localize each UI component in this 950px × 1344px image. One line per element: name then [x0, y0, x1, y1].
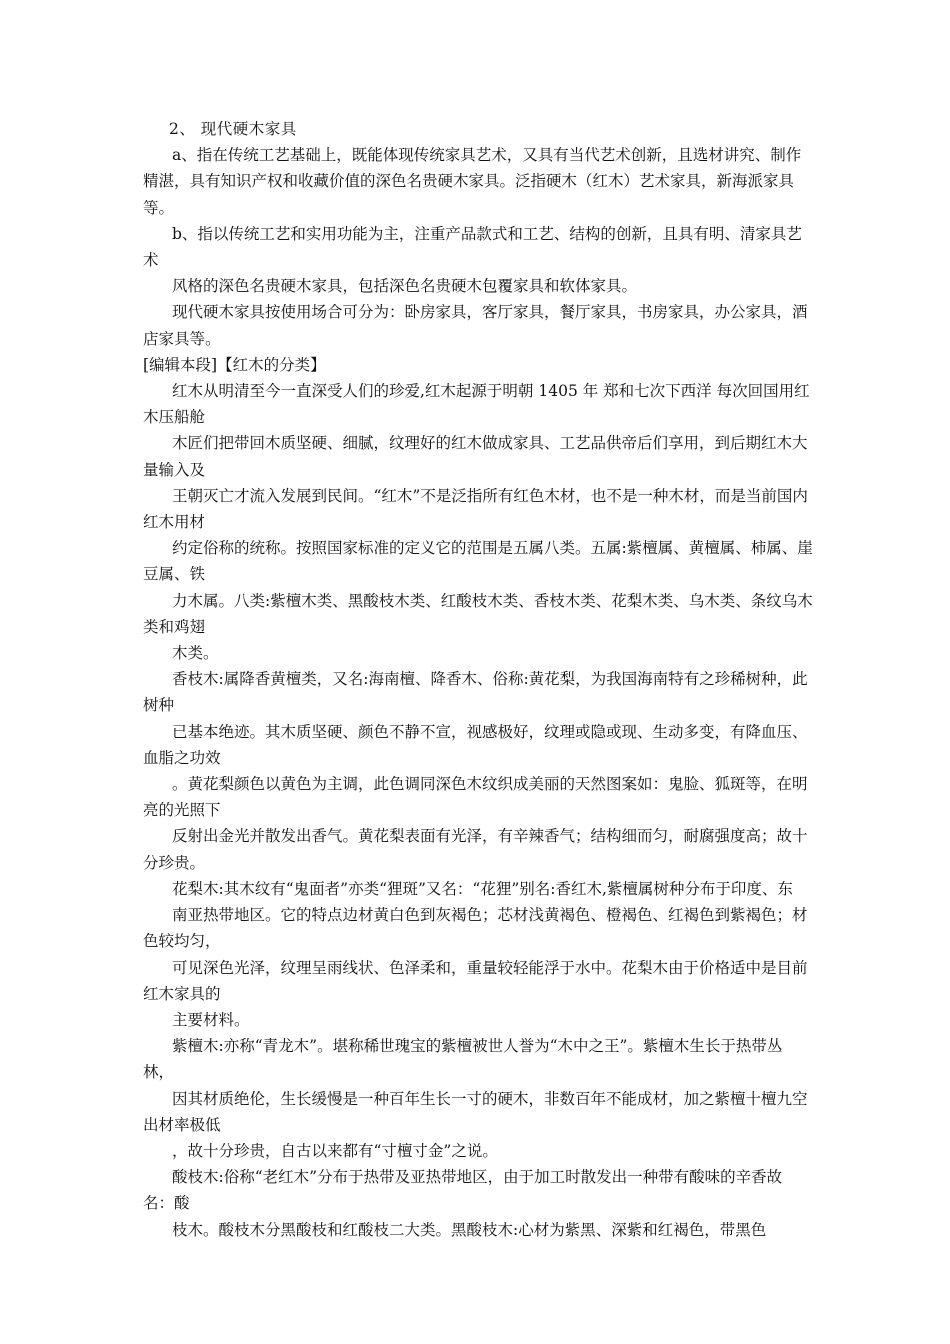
paragraph: 红木从明清至今一直深受人们的珍爱,红木起源于明朝 1405 年 郑和七次下西洋 每次回国用红木压船舱 [143, 382, 810, 427]
paragraph: 王朝灭亡才流入发展到民间。“红木”不是泛指所有红色木材，也不是一种木材，而是当前国内红木用材 [143, 486, 808, 532]
paragraph: 力木属。八类:紫檀木类、黑酸枝木类、红酸枝木类、香枝木类、花梨木类、乌木类、条纹乌木类和鸡翅 [143, 591, 813, 636]
paragraph: 枝木。酸枝木分黑酸枝和红酸枝二大类。黑酸枝木:心材为紫黑、深紫和红褐色，带黑色 [172, 1220, 767, 1239]
paragraph: 木类。 [172, 644, 219, 663]
paragraph: 约定俗称的统称。按照国家标准的定义它的范围是五属八类。五属:紫檀属、黄檀属、柿属、崖豆属、铁 [143, 539, 813, 584]
paragraph: 香枝木:属降香黄檀类，又名:海南檀、降香木、俗称:黄花梨，为我国海南特有之珍稀树种，此树种 [143, 670, 808, 715]
edit-section-heading: [编辑本段]【红木的分类】 [143, 355, 326, 374]
paragraph: 南亚热带地区。它的特点边材黄白色到灰褐色；芯材浅黄褐色、橙褐色、红褐色到紫褐色；材色较均匀， [143, 906, 808, 951]
section-heading: 2、 现代硬木家具 [169, 120, 297, 138]
paragraph: a、指在传统工艺基础上，既能体现传统家具艺术，又具有当代艺术创新，且选材讲究、制作精湛，具有知识产权和收藏价值的深色名贵硬木家具。泛指硬木（红木）艺术家具，新海派家具等。 [143, 146, 802, 217]
paragraph: b、指以传统工艺和实用功能为主，注重产品款式和工艺、结构的创新，且具有明、清家具艺术 [143, 224, 802, 270]
paragraph: 。黄花梨颜色以黄色为主调，此色调同深色木纹织成美丽的天然图案如：鬼脸、狐斑等，在明亮的光照下 [143, 775, 808, 820]
paragraph: 已基本绝迹。其木质坚硬、颜色不静不宣，视感极好，纹理或隐或现、生动多变，有降血压、血脂之功效 [143, 722, 808, 767]
paragraph: 反射出金光并散发出香气。黄花梨表面有光泽，有辛辣香气；结构细而匀，耐腐强度高；故十分珍贵。 [143, 827, 808, 872]
paragraph: 因其材质绝伦，生长缓慢是一种百年生长一寸的硬木，非数百年不能成材，加之紫檀十檀九空出材率极低 [143, 1089, 808, 1134]
paragraph: 可见深色光泽，纹理呈雨线状、色泽柔和，重量较轻能浮于水中。花梨木由于价格适中是目前红木家具的 [143, 958, 808, 1003]
paragraph: 主要材料。 [172, 1010, 250, 1029]
paragraph: 现代硬木家具按使用场合可分为：卧房家具，客厅家具，餐厅家具，书房家具，办公家具，酒店家具等。 [143, 303, 808, 348]
paragraph: 木匠们把带回木质坚硬、细腻，纹理好的红木做成家具、工艺品供帝后们享用，到后期红木大量输入及 [143, 434, 808, 479]
paragraph: 花梨木:其木纹有“鬼面者”亦类“狸斑”又名：“花狸”别名:香红木,紫檀属树种分布于印度、东 [172, 879, 793, 898]
document-body [143, 116, 813, 1243]
paragraph: 风格的深色名贵硬木家具，包括深色名贵硬木包覆家具和软体家具。 [172, 277, 638, 296]
paragraph: 酸枝木:俗称“老红木”分布于热带及亚热带地区，由于加工时散发出一种带有酸味的辛香故名：酸 [143, 1168, 783, 1213]
paragraph: ，故十分珍贵，自古以来都有“寸檀寸金”之说。 [172, 1141, 498, 1160]
paragraph: 紫檀木:亦称“青龙木”。堪称稀世瑰宝的紫檀被世人誉为“木中之王”。紫檀木生长于热带丛林， [143, 1037, 783, 1082]
